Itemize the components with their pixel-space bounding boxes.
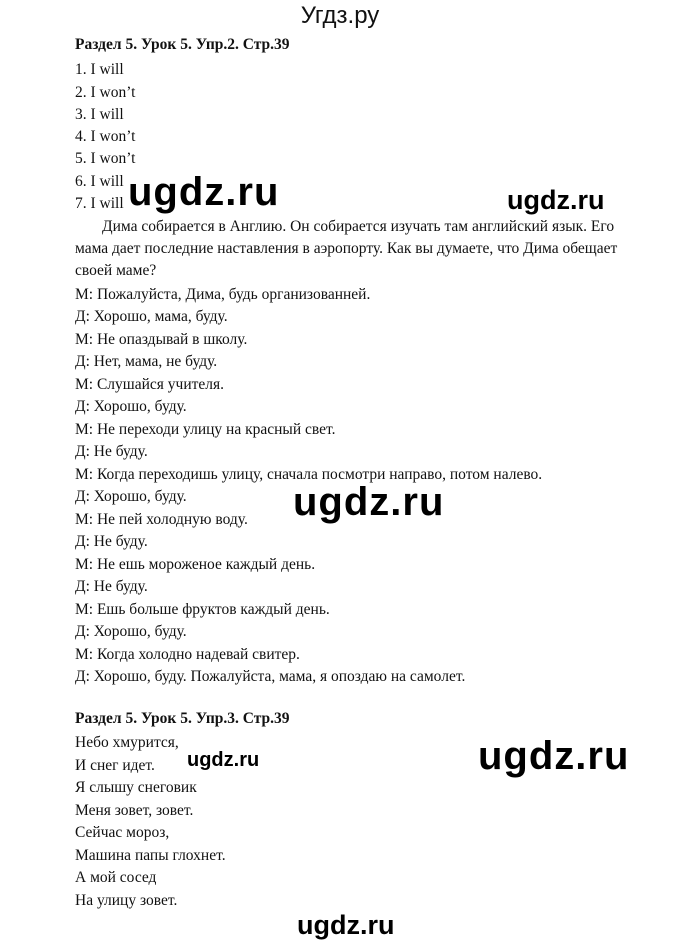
dialogue-line: Д: Не буду. [75, 533, 148, 550]
task-paragraph: Дима собирается в Англию. Он собирается изучать там английский язык. Его мама дает последние наставления в аэропорту. Как вы думаете, что Дима обещает своей маме? [75, 218, 618, 279]
watermark: ugdz.ru [293, 480, 445, 524]
dialogue-line: М: Когда переходишь улицу, сначала посмотри направо, потом налево. [75, 466, 543, 483]
dialogue-line: Д: Хорошо, буду. [75, 398, 187, 415]
answer-line: 3. I will [75, 106, 124, 123]
poem-line: И снег идет. [75, 757, 155, 774]
dialogue-line: Д: Не буду. [75, 578, 148, 595]
dialogue-line: М: Ешь больше фруктов каждый день. [75, 601, 330, 618]
section-heading: Раздел 5. Урок 5. Упр.3. Стр.39 [75, 710, 290, 727]
watermark: ugdz.ru [478, 734, 630, 778]
dialogue-line: Д: Хорошо, мама, буду. [75, 308, 228, 325]
answer-line: 2. I won’t [75, 84, 136, 101]
dialogue-line: М: Не опаздывай в школу. [75, 331, 248, 348]
poem-line: Меня зовет, зовет. [75, 802, 194, 819]
dialogue-line: М: Не ешь мороженое каждый день. [75, 556, 316, 573]
dialogue-line: М: Не переходи улицу на красный свет. [75, 421, 336, 438]
watermark: ugdz.ru [187, 749, 260, 771]
dialogue-line: М: Слушайся учителя. [75, 376, 225, 393]
dialogue-line: Д: Хорошо, буду. [75, 488, 187, 505]
poem-line: На улицу зовет. [75, 892, 178, 909]
poem-line: А мой сосед [75, 869, 157, 886]
answer-line: 5. I won’t [75, 150, 136, 167]
dialogue-line: Д: Хорошо, буду. Пожалуйста, мама, я опоздаю на самолет. [75, 668, 466, 685]
dialogue-line: М: Когда холодно надевай свитер. [75, 646, 300, 663]
dialogue-line: М: Не пей холодную воду. [75, 511, 248, 528]
dialogue-line: Д: Хорошо, буду. [75, 623, 187, 640]
poem-line: Я слышу снеговик [75, 779, 197, 796]
answer-line: 6. I will [75, 173, 124, 190]
answer-line: 1. I will [75, 61, 124, 78]
watermark: ugdz.ru [128, 170, 280, 214]
answer-line: 4. I won’t [75, 128, 136, 145]
watermark: ugdz.ru [297, 910, 395, 940]
dialogue-line: Д: Нет, мама, не буду. [75, 353, 218, 370]
site-title: Угдз.ру [300, 2, 380, 29]
poem-line: Машина папы глохнет. [75, 847, 226, 864]
section-heading: Раздел 5. Урок 5. Упр.2. Стр.39 [75, 36, 290, 53]
answer-line: 7. I will [75, 195, 124, 212]
poem-line: Небо хмурится, [75, 734, 179, 751]
poem-line: Сейчас мороз, [75, 824, 170, 841]
dialogue-line: Д: Не буду. [75, 443, 148, 460]
dialogue-line: М: Пожалуйста, Дима, будь организованней. [75, 286, 371, 303]
watermark: ugdz.ru [507, 185, 605, 215]
